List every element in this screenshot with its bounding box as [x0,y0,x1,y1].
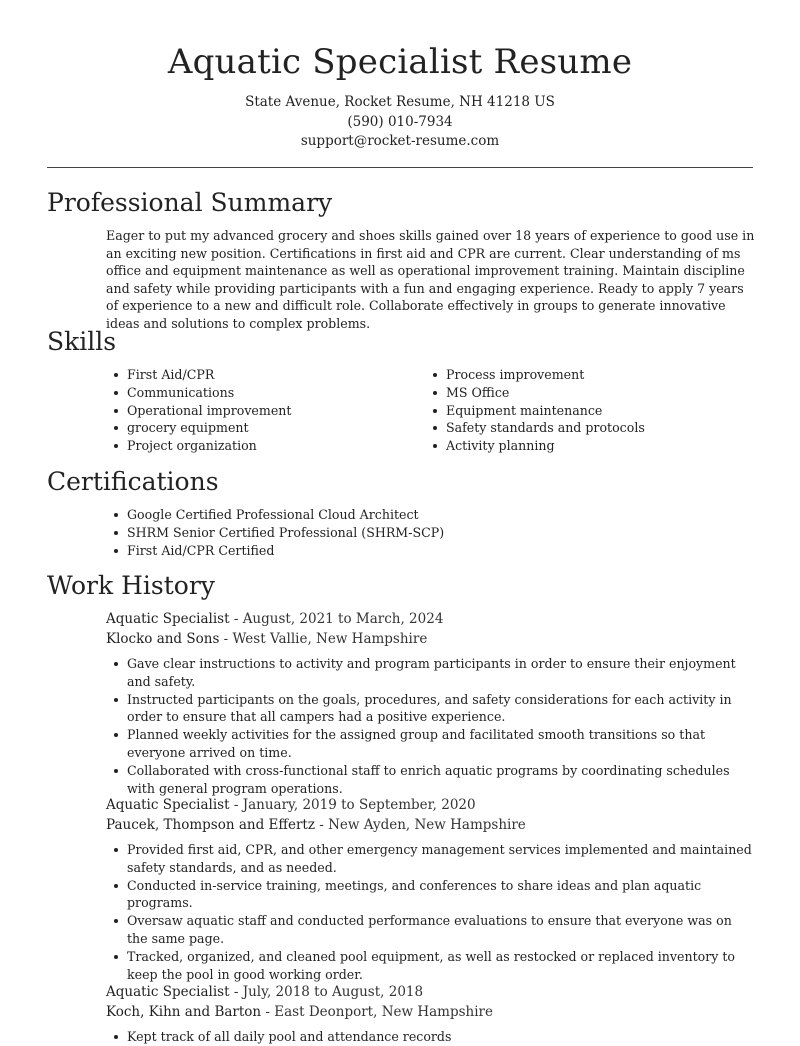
skill-item: Equipment maintenance [425,402,745,420]
job-dates: July, 2018 to August, 2018 [242,984,424,1000]
separator: - [229,797,243,813]
contact-block [0,93,800,152]
separator: - [261,1004,275,1020]
skills-heading: Skills [47,327,117,356]
job-company-line [106,1002,756,1022]
separator: - [314,817,329,833]
job-duty: Tracked, organized, and cleaned pool equipment, as well as restocked or replaced inventory to keep the pool in good working order. [106,948,756,984]
skill-item: Project organization [106,437,426,455]
job-entry [106,982,756,1046]
job-company-line [106,815,756,835]
job-duties-list [106,841,756,983]
separator: - [219,631,233,647]
work-history-heading: Work History [47,571,215,600]
job-duty: Instructed participants on the goals, procedures, and safety considerations for each activity in order to ensure that all campers had a positive experience. [106,691,756,727]
job-entry [106,609,756,797]
job-company: Klocko and Sons [106,631,220,647]
resume-title: Aquatic Specialist Resume [167,42,633,82]
job-title-line [106,982,756,1002]
job-role: Aquatic Specialist [106,984,230,1000]
job-location: West Vallie, New Hampshire [232,631,428,647]
job-dates: August, 2021 to March, 2024 [242,611,444,627]
skill-item: Safety standards and protocols [425,419,745,437]
job-duty: Planned weekly activities for the assigned group and facilitated smooth transitions so that everyone arrived on time. [106,726,756,762]
job-duty: Oversaw aquatic staff and conducted performance evaluations to ensure that everyone was on the same page. [106,912,756,948]
skill-item: MS Office [425,384,745,402]
job-duty: Collaborated with cross-functional staff to enrich aquatic programs by coordinating schedules with general program operations. [106,762,756,798]
job-duties-list [106,1028,756,1046]
contact-address: State Avenue, Rocket Resume, NH 41218 US [245,94,555,110]
job-duty: Conducted in-service training, meetings, and conferences to share ideas and plan aquatic programs. [106,877,756,913]
skill-item: Communications [106,384,426,402]
skill-item: First Aid/CPR [106,366,426,384]
separator: - [229,611,243,627]
contact-phone: (590) 010-7934 [347,113,453,130]
skill-item: grocery equipment [106,419,426,437]
job-company-line [106,629,756,649]
skills-list-left [106,366,426,455]
job-title-line [106,795,756,815]
certification-item: SHRM Senior Certified Professional (SHRM-SCP) [106,524,746,542]
summary-heading: Professional Summary [47,188,333,217]
job-location: East Deonport, New Hampshire [274,1004,493,1020]
skill-item: Process improvement [425,366,745,384]
skill-item: Operational improvement [106,402,426,420]
summary-text: Eager to put my advanced grocery and shoes skills gained over 18 years of experience to good use in an exciting new position. Certifications in first aid and CPR are current. Clear understanding of ms office and equipment maintenance as well as operational improvement training. Maintain discipline and safety while providing participants with a fun and engaging experience. Ready to apply 7 years of experience to a new and difficult role. Collaborate effectively in groups to generate innovative ideas and solutions to complex problems. [106,228,755,331]
job-duty: Provided first aid, CPR, and other emergency management services implemented and maintained safety standards, and as needed. [106,841,756,877]
job-duties-list [106,655,756,797]
skill-item: Activity planning [425,437,745,455]
job-role: Aquatic Specialist [106,611,230,627]
job-location: New Ayden, New Hampshire [328,817,526,833]
job-entry [106,795,756,983]
job-duty: Gave clear instructions to activity and program participants in order to ensure their enjoyment and safety. [106,655,756,691]
certifications-list [106,506,746,559]
job-dates: January, 2019 to September, 2020 [242,797,476,813]
certifications-heading: Certifications [47,467,219,496]
job-company: Paucek, Thompson and Effertz [106,817,315,833]
job-title-line [106,609,756,629]
certification-item: First Aid/CPR Certified [106,542,746,560]
header-divider [47,167,753,168]
contact-email: support@rocket-resume.com [300,133,500,149]
job-duty: Kept track of all daily pool and attendance records [106,1028,756,1046]
skills-list-right [425,366,745,455]
separator: - [229,984,243,1000]
job-role: Aquatic Specialist [106,797,230,813]
job-company: Koch, Kihn and Barton [106,1004,262,1020]
certification-item: Google Certified Professional Cloud Architect [106,506,746,524]
